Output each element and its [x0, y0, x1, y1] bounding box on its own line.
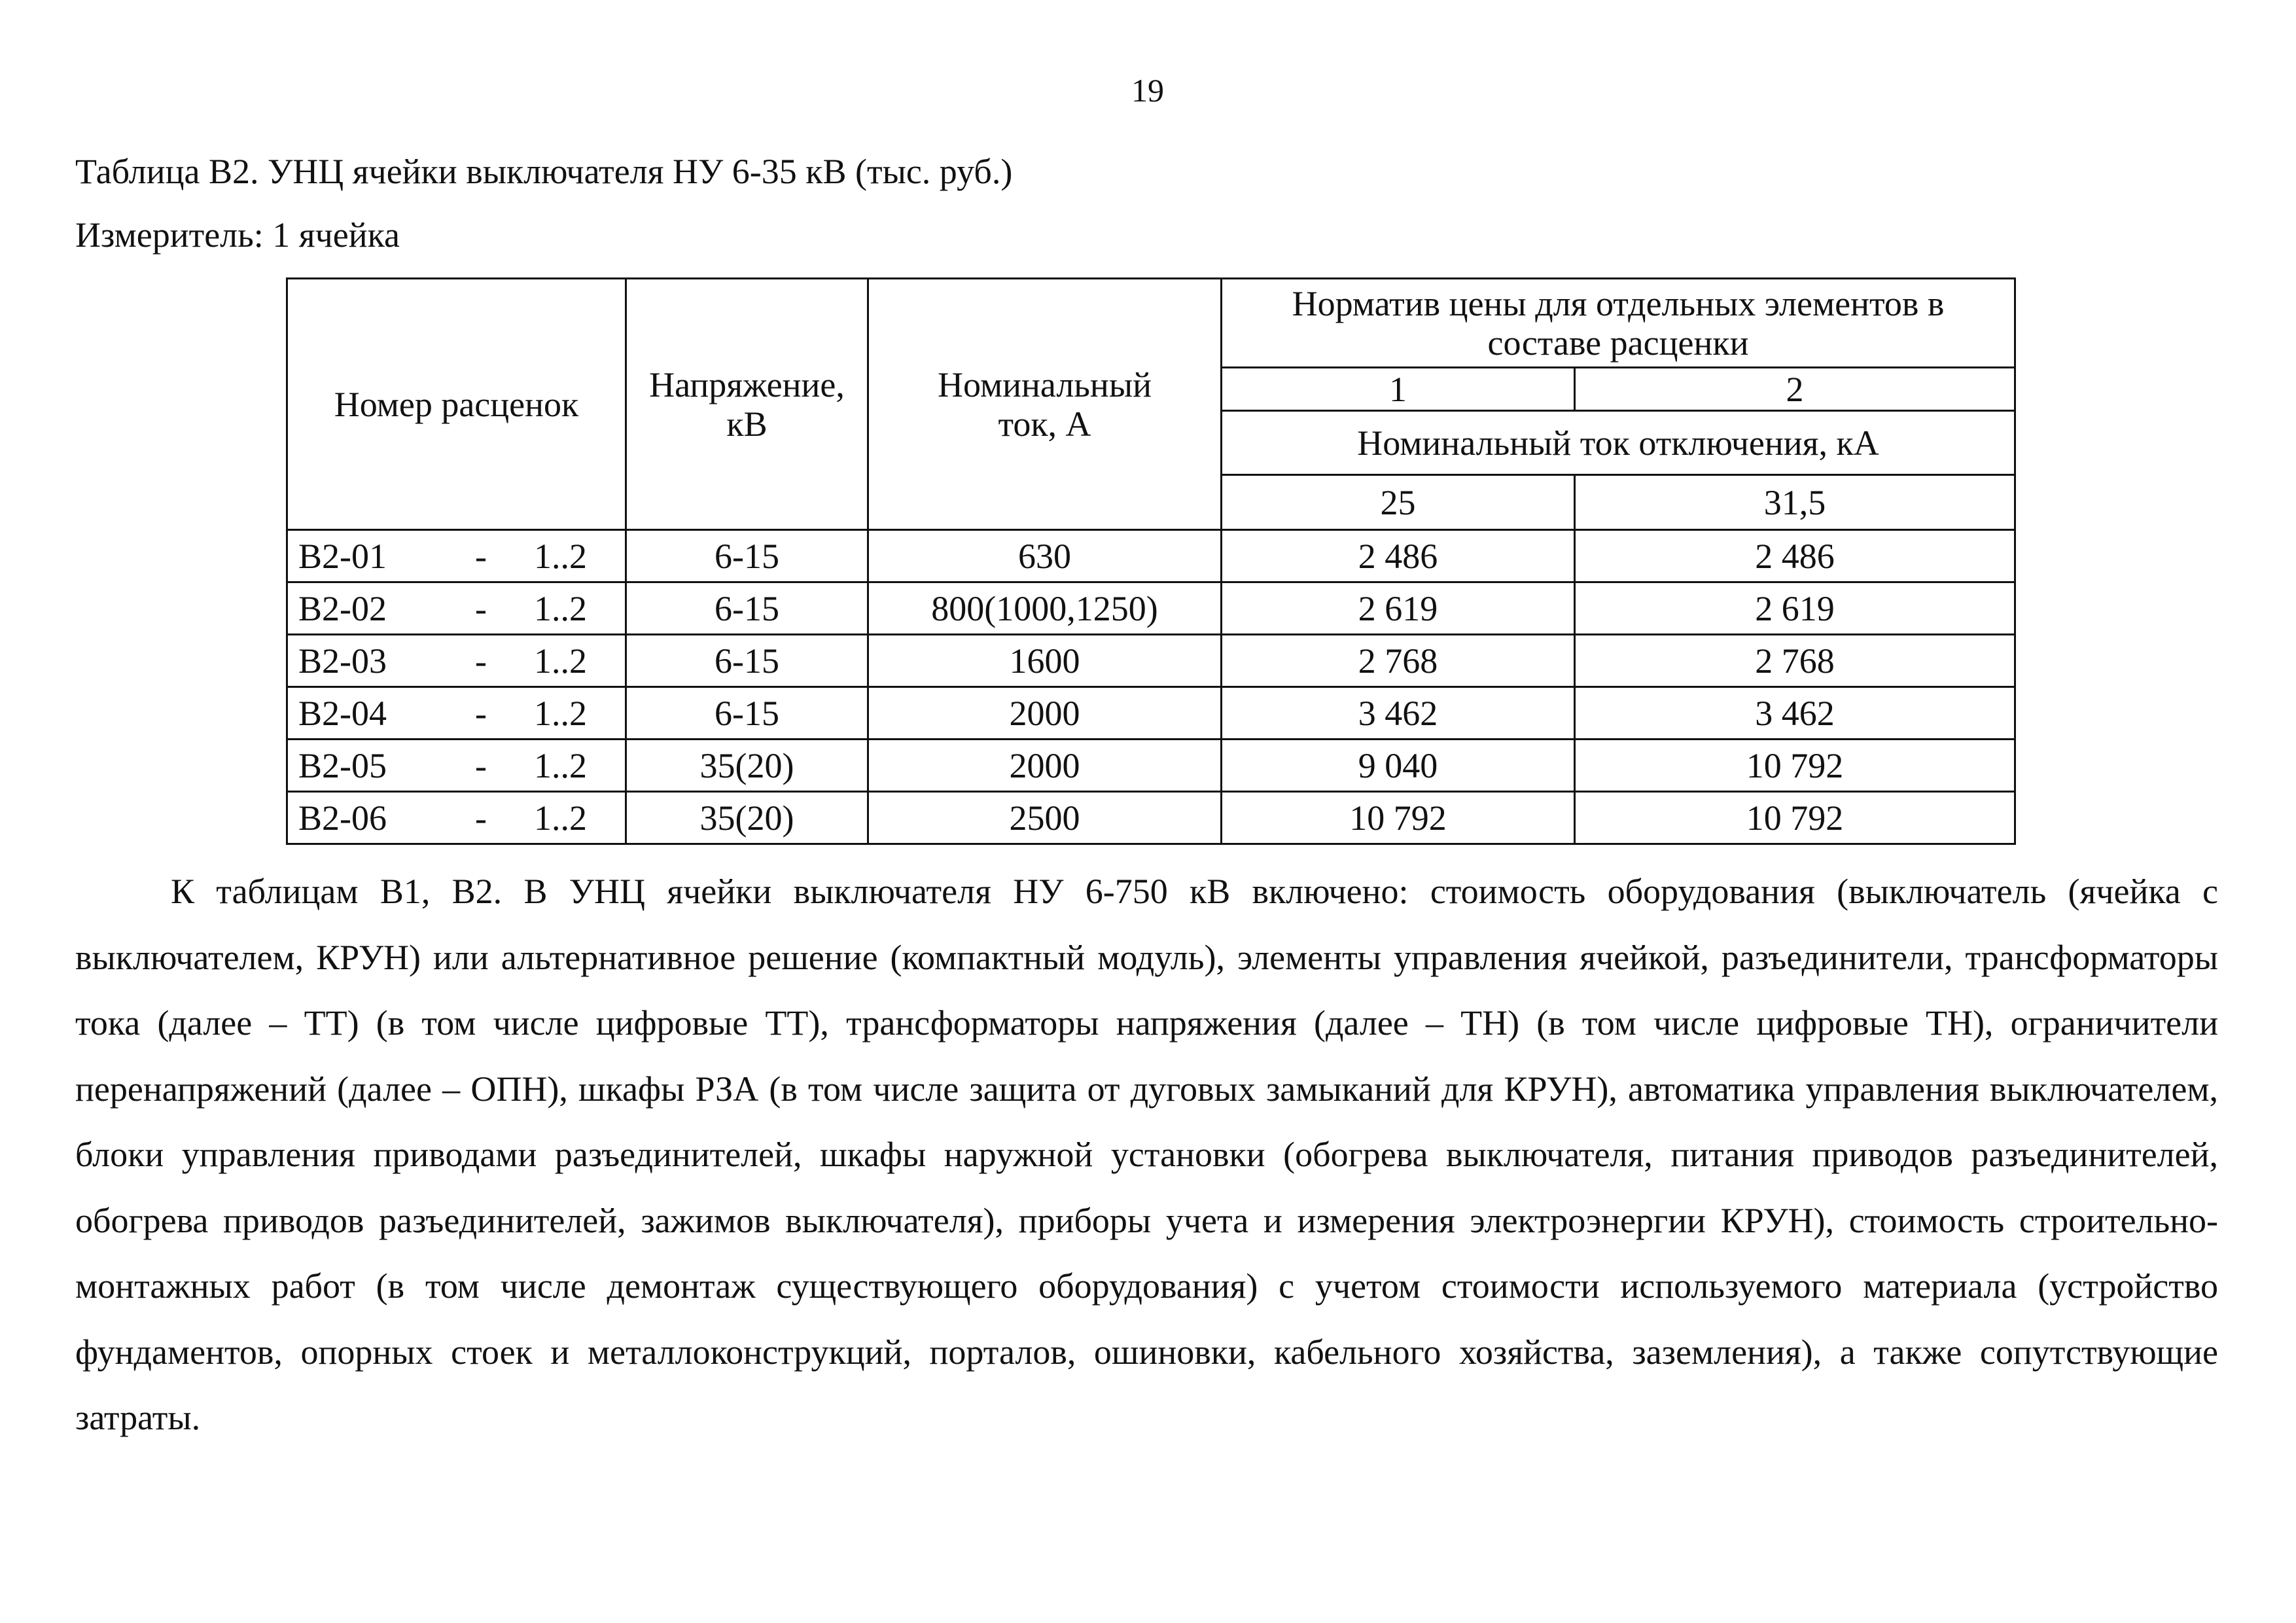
table-row [287, 530, 2015, 582]
row-range: 1..2 [534, 588, 587, 628]
table-row [287, 740, 2015, 792]
header-breaking-2: 31,5 [1575, 475, 2015, 530]
row-price-2: 3 462 [1575, 687, 2015, 740]
header-norm-line1: Норматив цены для отдельных элементов в [1292, 283, 1945, 323]
header-norm [1222, 279, 2015, 368]
row-voltage: 35(20) [626, 740, 868, 792]
row-dash: - [475, 588, 487, 628]
row-price-1: 2 619 [1222, 582, 1575, 635]
header-current-line2: ток, А [998, 404, 1091, 444]
row-price-2: 10 792 [1575, 792, 2015, 844]
row-price-2: 2 768 [1575, 635, 2015, 687]
row-dash: - [475, 798, 487, 838]
row-price-2: 2 486 [1575, 530, 2015, 582]
row-code: В2-02 [298, 588, 387, 628]
row-current: 2500 [868, 792, 1222, 844]
header-element-1: 1 [1222, 368, 1575, 411]
row-voltage: 35(20) [626, 792, 868, 844]
header-norm-line2: составе расценки [1487, 323, 1749, 363]
row-code: В2-03 [298, 641, 387, 681]
row-price-1: 3 462 [1222, 687, 1575, 740]
row-code: В2-01 [298, 536, 387, 576]
header-code: Номер расценок [287, 279, 626, 530]
header-current-line1: Номинальный [937, 365, 1152, 404]
table-row [287, 635, 2015, 687]
row-price-1: 9 040 [1222, 740, 1575, 792]
row-code: В2-04 [298, 693, 387, 733]
row-price-1: 2 486 [1222, 530, 1575, 582]
row-range: 1..2 [534, 641, 587, 681]
row-current: 2000 [868, 740, 1222, 792]
row-price-2: 10 792 [1575, 740, 2015, 792]
table-row [287, 687, 2015, 740]
note-paragraph: К таблицам В1, В2. В УНЦ ячейки выключателя НУ 6-750 кВ включено: стоимость оборудования (выключатель (ячейка с выключателем, КРУН) или альтернативное решение (компактный модуль), элементы управления ячейкой, разъединители, трансформаторы тока (далее – ТТ) (в том числе цифровые ТТ), трансформаторы напряжения (далее – ТН) (в том числе цифровые ТН), ограничители перенапряжений (далее – ОПН), шкафы РЗА (в том числе защита от дуговых замыканий для КРУН), автоматика управления выключателем, блоки управления приводами разъединителей, шкафы наружной установки (обогрева выключателя, питания приводов разъединителей, обогрева приводов разъединителей, зажимов выключателя), приборы учета и измерения электроэнергии КРУН), стоимость строительно-монтажных работ (в том числе демонтаж существующего оборудования) с учетом стоимости используемого материала (устройство фундаментов, опорных стоек и металлоконструкций, порталов, ошиновки, кабельного хозяйства, заземления), а также сопутствующие затраты. [75, 872, 2218, 1437]
table-row [287, 582, 2015, 635]
row-voltage: 6-15 [626, 582, 868, 635]
row-current: 2000 [868, 687, 1222, 740]
header-voltage-line2: кВ [726, 404, 768, 444]
row-dash: - [475, 641, 487, 681]
row-range: 1..2 [534, 536, 587, 576]
row-code-cell [287, 635, 626, 687]
row-range: 1..2 [534, 693, 587, 733]
header-breaking-current: Номинальный ток отключения, кА [1222, 411, 2015, 475]
row-range: 1..2 [534, 798, 587, 838]
row-current: 800(1000,1250) [868, 582, 1222, 635]
header-breaking-1: 25 [1222, 475, 1575, 530]
row-range: 1..2 [534, 745, 587, 785]
header-element-2: 2 [1575, 368, 2015, 411]
row-dash: - [475, 536, 487, 576]
row-price-2: 2 619 [1575, 582, 2015, 635]
row-dash: - [475, 745, 487, 785]
header-voltage [626, 279, 868, 530]
row-voltage: 6-15 [626, 687, 868, 740]
row-code: В2-06 [298, 798, 387, 838]
page-number: 19 [1131, 72, 1164, 109]
price-table [286, 277, 2016, 845]
row-code: В2-05 [298, 745, 387, 785]
row-price-1: 10 792 [1222, 792, 1575, 844]
header-current [868, 279, 1222, 530]
header-voltage-line1: Напряжение, [649, 365, 845, 404]
table-title: Таблица В2. УНЦ ячейки выключателя НУ 6-35 кВ (тыс. руб.) [75, 152, 1013, 191]
row-voltage: 6-15 [626, 635, 868, 687]
table-header-row [287, 279, 2015, 368]
table-meter: Измеритель: 1 ячейка [75, 215, 400, 255]
row-voltage: 6-15 [626, 530, 868, 582]
row-price-1: 2 768 [1222, 635, 1575, 687]
row-code-cell [287, 582, 626, 635]
row-code-cell [287, 687, 626, 740]
row-code-cell [287, 740, 626, 792]
row-current: 630 [868, 530, 1222, 582]
row-code-cell [287, 792, 626, 844]
row-code-cell [287, 530, 626, 582]
row-dash: - [475, 693, 487, 733]
row-current: 1600 [868, 635, 1222, 687]
table-row [287, 792, 2015, 844]
